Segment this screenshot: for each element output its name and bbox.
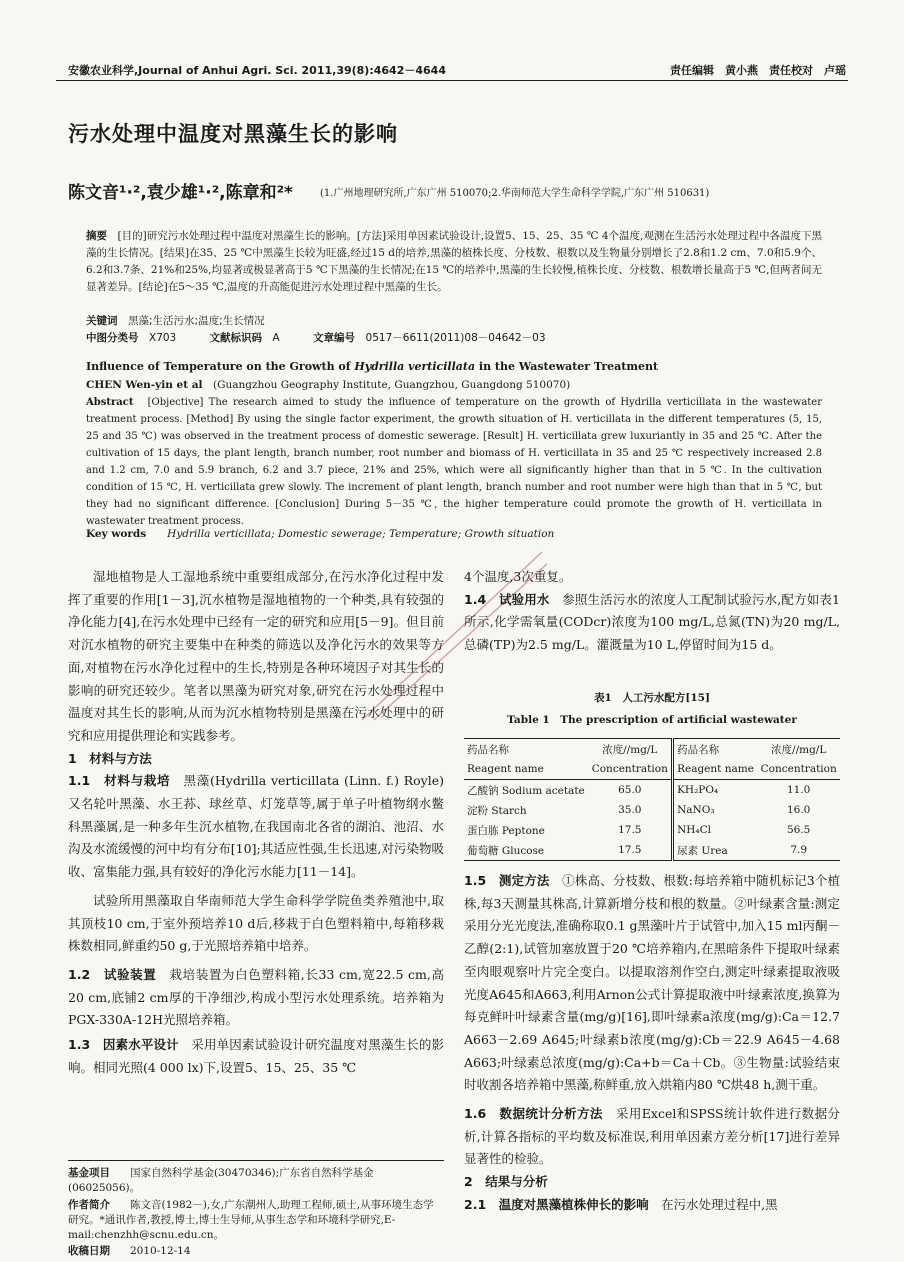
- abstract-cn-label: 摘要: [86, 230, 108, 242]
- article-id-label: 文章编号: [313, 332, 356, 344]
- keywords-cn-label: 关键词: [86, 315, 118, 327]
- section-1-3: [68, 1034, 444, 1079]
- english-abstract: [86, 394, 822, 530]
- right-column-top: [464, 566, 840, 657]
- english-keywords-text: Hydrilla verticillata; Domestic sewerage; Temperature; Growth situation: [167, 528, 555, 540]
- table-1: [464, 738, 840, 861]
- english-title-species: Hydrilla verticillata: [354, 360, 476, 373]
- table-cell-conc: 16.0: [786, 804, 811, 816]
- english-keywords-label: Key words: [86, 528, 147, 540]
- section-1-1: [68, 770, 444, 884]
- table-subheader-conc-2: Concentration: [757, 759, 840, 780]
- article-id-value: 0517－6611(2011)08－04642－03: [365, 332, 546, 344]
- doc-code-value: A: [272, 332, 280, 344]
- section-1-heading: 1 材料与方法: [68, 750, 152, 766]
- table-cell-conc: 56.5: [786, 824, 811, 836]
- english-title-post: in the Wastewater Treatment: [475, 360, 659, 373]
- table-cell-reagent: 葡萄糖 Glucose: [464, 840, 588, 861]
- running-header-editors: 责任编辑 黄小燕 责任校对 卢瑶: [670, 64, 846, 77]
- author-list: 陈文音¹·²,袁少雄¹·²,陈章和²*: [68, 183, 293, 203]
- table-cell-reagent: 尿素 Urea: [673, 840, 758, 861]
- table-header-name: 药品名称: [464, 739, 588, 760]
- table-row: [464, 780, 840, 801]
- footnote-fund-text: 国家自然科学基金(30470346);广东省自然科学基金(06025056)。: [68, 1167, 374, 1194]
- section-1-6: [464, 1103, 840, 1171]
- keywords-cn-text: 黑藻;生活污水;温度;生长情况: [128, 315, 265, 327]
- table-subheader-name: Reagent name: [464, 759, 588, 780]
- doc-code-label: 文献标识码: [209, 332, 263, 344]
- table-row: [464, 840, 840, 861]
- table-cell-reagent: NH₄Cl: [677, 824, 712, 836]
- intro-paragraph: 湿地植物是人工湿地系统中重要组成部分,在污水净化过程中发挥了重要的作用[1－3],沉水植物是湿地植物的一个种类,具有较强的净化能力[4],在污水处理中已经有一定的研究和应用[5－9]。但目前对沉水植物的研究主要集中在种类的筛选以及净化污水的效果等方面,对植物在污水净化过程中的生长,特别是各种环境因子对其生长的影响的研究还较少。笔者以黑藻为研究对象,研究在污水处理过程中温度对其生长的影响,从而为沉水植物特别是黑藻在污水处理中的研究和应用提供理论和实践参考。: [68, 569, 444, 743]
- section-1-4-text: 参照生活污水的浓度人工配制试验污水,配方如表1所示,化学需氧量(CODcr)浓度为100 mg/L,总氮(TN)为20 mg/L,总磷(TP)为2.5 mg/L。灌溉量为10 L,停留时间为15 d。: [464, 591, 840, 653]
- section-1-2-heading: 1.2 试验装置: [68, 966, 157, 982]
- table-subheader-name-2: Reagent name: [673, 759, 758, 780]
- right-continued-text: 4个温度,3次重复。: [464, 569, 572, 584]
- table-cell-reagent: NaNO₃: [677, 804, 715, 816]
- english-keywords: [86, 526, 554, 541]
- table-row: [464, 800, 840, 820]
- table-header-row: [464, 739, 840, 760]
- section-1-5: [464, 870, 840, 1097]
- abstract-cn: [86, 228, 822, 296]
- section-1-3-text: 采用单因素试验设计研究温度对黑藻生长的影响。相同光照(4 000 lx)下,设置5、15、25、35 ℃: [68, 1037, 444, 1075]
- section-1-2: [68, 964, 444, 1032]
- table-cell-reagent: KH₂PO₄: [677, 784, 719, 796]
- section-1-4: [464, 589, 840, 657]
- footnote-rule: [68, 1160, 444, 1161]
- section-1-6-heading: 1.6 数据统计分析方法: [464, 1106, 603, 1122]
- footnote-author: [68, 1198, 444, 1243]
- abstract-cn-text: [目的]研究污水处理过程中温度对黑藻生长的影响。[方法]采用单因素试验设计,设置5、15、25、35 ℃ 4个温度,观测在生活污水处理过程中各温度下黑藻的生长情况。[结果]在35、25 ℃中黑藻生长较为旺盛,经过15 d的培养,黑藻的植株长度、分枝数、根数以及生物量分别增长了2.8和1.2 cm、7.0和5.9个、6.2和3.7条、21%和25%,均显著或极显著高于5 ℃下黑藻的生长情况;在15 ℃的培养中,黑藻的生长较慢,植株长度、分枝数、根数增长量高于5 ℃,但两者间无显著差异。[结论]在5～35 ℃,温度的升高能促进污水处理过程中黑藻的生长。: [86, 230, 822, 293]
- keywords-cn: [86, 313, 265, 328]
- footnote-fund-label: 基金项目: [68, 1167, 110, 1179]
- section-2-1: [464, 1194, 840, 1217]
- section-1-5-text: ①株高、分枝数、根数:每培养箱中随机标记3个植株,每3天测量其株高,计算新增分枝和根的数量。②叶绿素含量:测定采用分光光度法,准确称取0.1 g黑藻叶片于试管中,加入15 ml丙酮－乙醇(2:1),试管加塞放置于20 ℃培养箱内,在黑暗条件下提取叶绿素至肉眼观察叶片完全变白。以提取溶剂作空白,测定叶绿素提取液吸光度A645和A663,利用Arnon公式计算提取液中叶绿素浓度,换算为每克鲜叶叶绿素含量(mg/g)[16],即叶绿素a浓度(mg/g):Ca＝12.7 A663－2.69 A645;叶绿素b浓度(mg/g):Cb＝22.9 A645－4.68 A663;叶绿素总浓度(mg/g):Ca+b＝Ca＋Cb。③生物量:试验结束时收割各培养箱中黑藻,称鲜重,放入烘箱内80 ℃烘48 h,测干重。: [464, 873, 840, 1093]
- section-1-3-heading: 1.3 因素水平设计: [68, 1037, 179, 1053]
- english-abstract-text: [Objective] The research aimed to study the influence of temperature on the growth of Hydrilla verticillata in the wastewater treatment process. [Method] By using the single factor experiment, the growth situation of H. verticillata in the different temperatures (5, 15, 25 and 35 ℃) was observed in the treatment process of domestic sewerage. [Result] H. verticillata grew luxuriantly in 35 and 25 ℃. After the cultivation of 15 days, the plant length, branch number, root number and biomass of H. verticillata in 35 and 25 ℃ respectively increased 2.8 and 1.2 cm, 7.0 and 5.9 branch, 6.2 and 3.7 piece, 21% and 25%, which were all significantly higher than that in 5 ℃. In the cultivation condition of 15 ℃, H. verticillata grew slowly. The increment of plant length, branch number and root number were high than that in 5 ℃, but they had no significant difference. [Conclusion] During 5－35 ℃, the higher temperature could promote the growth of H. verticillata in wastewater treatment process.: [86, 397, 822, 527]
- english-title-pre: Influence of Temperature on the Growth of: [86, 360, 355, 373]
- table-1-caption-cn: 表1 人工污水配方[15]: [594, 692, 710, 704]
- table-cell-reagent: 淀粉 Starch: [467, 804, 527, 817]
- table-row: [464, 820, 840, 840]
- table-cell-conc: 7.9: [757, 840, 840, 861]
- english-abstract-label: Abstract: [86, 397, 134, 408]
- table-header-name-2: 药品名称: [673, 739, 758, 760]
- section-1-1-paragraph-2: 试验所用黑藻取自华南师范大学生命科学学院鱼类养殖池中,取其顶枝10 cm,于室外预培养10 d后,移栽于白色塑料箱中,每箱移栽株数相同,鲜重约50 g,于光照培养箱中培养。: [68, 892, 444, 954]
- table-cell-conc: 17.5: [588, 840, 672, 861]
- section-2-1-text: 在污水处理过程中,黑: [648, 1196, 778, 1212]
- table-cell-conc: 35.0: [588, 800, 672, 820]
- classification-line: [86, 330, 546, 345]
- header-rule: [56, 80, 848, 81]
- paper-title: 污水处理中温度对黑藻生长的影响: [68, 122, 398, 146]
- section-1-5-heading: 1.5 测定方法: [464, 873, 550, 888]
- clc-label: 中图分类号: [86, 332, 139, 344]
- english-author-name: CHEN Wen-yin et al: [86, 379, 203, 391]
- right-column-bottom: [464, 870, 840, 1217]
- clc-value: X703: [149, 332, 177, 344]
- left-column: [68, 566, 444, 1079]
- author-affiliation: (1.广州地理研究所,广东广州 510070;2.华南师范大学生命科学学院,广东广州 510631): [320, 188, 710, 199]
- section-1-2-text: 栽培装置为白色塑料箱,长33 cm,宽22.5 cm,高20 cm,底铺2 cm厚的干净细沙,构成小型污水处理系统。培养箱为PGX-330A-12H光照培养箱。: [68, 966, 444, 1028]
- footnote-author-text: 陈文音(1982－),女,广东潮州人,助理工程师,硕士,从事环境生态学研究。*通讯作者,教授,博士,博士生导师,从事生态学和环境科学研究,E-mail:chenzhh@scnu.edu.cn。: [68, 1199, 434, 1241]
- table-cell-reagent: 乙酸钠 Sodium acetate: [467, 784, 585, 797]
- footnote-received: [68, 1244, 444, 1259]
- table-subheader-conc: Concentration: [588, 759, 672, 780]
- footnote-received-text: 2010-12-14: [130, 1245, 191, 1257]
- section-2-1-heading: 2.1 温度对黑藻植株伸长的影响: [464, 1196, 649, 1212]
- section-1-6-text: 采用Excel和SPSS统计软件进行数据分析,计算各指标的平均数及标准误,利用单因素方差分析[17]进行差异显著性的检验。: [464, 1106, 840, 1167]
- table-header-conc-2: 浓度//mg/L: [757, 739, 840, 760]
- footnote-author-label: 作者简介: [68, 1199, 110, 1211]
- english-author-affiliation: (Guangzhou Geography Institute, Guangzhou, Guangdong 510070): [213, 379, 571, 391]
- table-cell-conc: 11.0: [786, 784, 811, 796]
- footnote-fund: [68, 1166, 444, 1196]
- table-subheader-row: [464, 759, 840, 780]
- english-title: [86, 360, 658, 373]
- table-cell-reagent: 蛋白胨 Peptone: [467, 824, 545, 837]
- section-2-heading: 2 结果与分析: [464, 1174, 548, 1190]
- english-author: [86, 377, 570, 392]
- section-1-1-heading: 1.1 材料与栽培: [68, 773, 171, 789]
- footnote-received-label: 收稿日期: [68, 1245, 110, 1257]
- table-1-caption-en: Table 1 The prescription of artificial wastewater: [507, 714, 797, 726]
- running-header-journal: 安徽农业科学,Journal of Anhui Agri. Sci. 2011,39(8):4642－4644: [68, 64, 446, 77]
- table-header-conc: 浓度//mg/L: [588, 739, 672, 760]
- section-1-1-text: 黑藻(Hydrilla verticillata (Linn. f.) Royle)又名轮叶黑藻、水王荪、球丝草、灯笼草等,属于单子叶植物纲水鳖科黑藻属,是一种多年生沉水植物,在我国南北各省的湖泊、池沼、水沟及水流缓慢的河中均有分布[10];其适应性强,生长迅速,对污染物吸收、富集能力强,具有较好的净化污水能力[11－14]。: [68, 773, 444, 880]
- table-cell-conc: 65.0: [588, 780, 672, 801]
- table-cell-conc: 17.5: [588, 820, 672, 840]
- section-1-4-heading: 1.4 试验用水: [464, 591, 550, 607]
